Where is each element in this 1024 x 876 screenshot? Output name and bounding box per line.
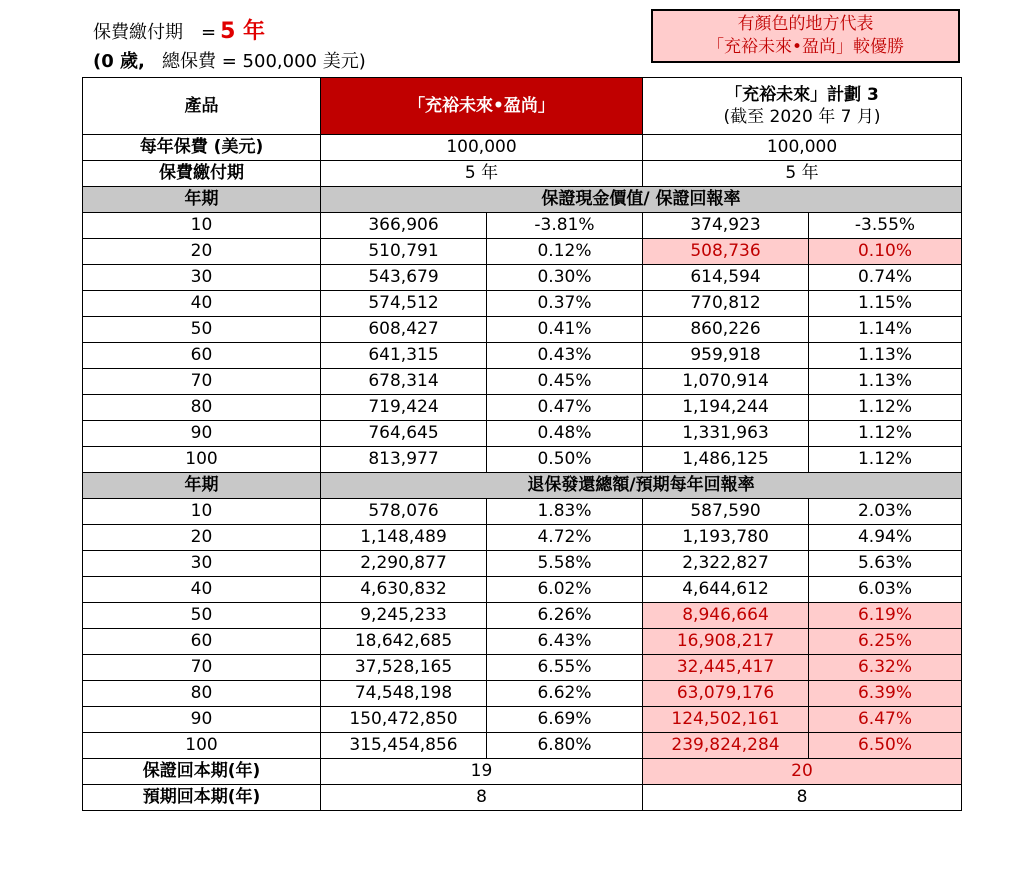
product-b-rate: 6.19% xyxy=(809,603,962,629)
product-b-rate: 1.12% xyxy=(809,421,962,447)
product-a-rate: 6.02% xyxy=(487,577,643,603)
product-a-value: 150,472,850 xyxy=(321,707,487,733)
product-a-rate: 6.26% xyxy=(487,603,643,629)
payment-term-heading xyxy=(93,20,265,45)
product-b-value: 1,486,125 xyxy=(643,447,809,473)
expected-breakeven-row xyxy=(83,785,962,811)
surrender-row xyxy=(83,655,962,681)
product-a-rate: 0.50% xyxy=(487,447,643,473)
guaranteed-breakeven-row xyxy=(83,759,962,785)
product-a-value: 510,791 xyxy=(321,239,487,265)
product-b-rate: -3.55% xyxy=(809,213,962,239)
year-cell: 70 xyxy=(83,369,321,395)
surrender-row xyxy=(83,629,962,655)
guaranteed-row xyxy=(83,369,962,395)
product-b-rate: 5.63% xyxy=(809,551,962,577)
payment-term-b: 5 年 xyxy=(643,161,962,187)
product-a-rate: 4.72% xyxy=(487,525,643,551)
product-b-rate: 1.13% xyxy=(809,369,962,395)
legend-line-2: 「充裕未來•盈尚」較優勝 xyxy=(706,37,905,57)
product-a-value: 9,245,233 xyxy=(321,603,487,629)
year-cell: 50 xyxy=(83,603,321,629)
product-a-value: 764,645 xyxy=(321,421,487,447)
guaranteed-row xyxy=(83,447,962,473)
product-b-rate: 1.14% xyxy=(809,317,962,343)
year-cell: 100 xyxy=(83,733,321,759)
product-b-value: 4,644,612 xyxy=(643,577,809,603)
guaranteed-row xyxy=(83,421,962,447)
guaranteed-breakeven-label: 保證回本期(年) xyxy=(83,759,321,785)
product-a-value: 37,528,165 xyxy=(321,655,487,681)
product-a-value: 678,314 xyxy=(321,369,487,395)
product-a-value: 543,679 xyxy=(321,265,487,291)
surrender-section-header xyxy=(83,473,962,499)
year-cell: 60 xyxy=(83,629,321,655)
age-premium-line xyxy=(93,50,366,74)
surrender-row xyxy=(83,577,962,603)
product-b-header xyxy=(643,78,962,135)
surrender-row xyxy=(83,603,962,629)
guaranteed-section-title: 保證現金價值/ 保證回報率 xyxy=(321,187,962,213)
product-b-value: 587,590 xyxy=(643,499,809,525)
product-b-rate: 6.25% xyxy=(809,629,962,655)
product-b-rate: 1.15% xyxy=(809,291,962,317)
product-a-rate: 0.30% xyxy=(487,265,643,291)
product-a-value: 574,512 xyxy=(321,291,487,317)
product-a-value: 813,977 xyxy=(321,447,487,473)
product-b-rate: 6.47% xyxy=(809,707,962,733)
product-a-rate: 6.55% xyxy=(487,655,643,681)
product-a-rate: 5.58% xyxy=(487,551,643,577)
product-a-rate: 0.12% xyxy=(487,239,643,265)
product-a-rate: 0.47% xyxy=(487,395,643,421)
product-a-rate: 6.43% xyxy=(487,629,643,655)
highlight-legend xyxy=(651,9,960,63)
surrender-row xyxy=(83,525,962,551)
product-b-rate: 0.10% xyxy=(809,239,962,265)
product-b-value: 16,908,217 xyxy=(643,629,809,655)
payment-term-label: 保費繳付期 = xyxy=(93,22,217,43)
product-b-rate: 6.50% xyxy=(809,733,962,759)
product-label: 產品 xyxy=(83,78,321,135)
guaranteed-breakeven-b: 20 xyxy=(643,759,962,785)
product-a-rate: 1.83% xyxy=(487,499,643,525)
product-a-rate: 0.41% xyxy=(487,317,643,343)
product-b-value: 1,193,780 xyxy=(643,525,809,551)
product-b-rate: 1.13% xyxy=(809,343,962,369)
product-b-asof: (截至 2020 年 7 月) xyxy=(723,107,881,127)
product-b-rate: 4.94% xyxy=(809,525,962,551)
product-a-rate: 0.48% xyxy=(487,421,643,447)
product-a-rate: 6.62% xyxy=(487,681,643,707)
product-b-value: 508,736 xyxy=(643,239,809,265)
guaranteed-row xyxy=(83,239,962,265)
year-cell: 70 xyxy=(83,655,321,681)
year-cell: 100 xyxy=(83,447,321,473)
product-b-rate: 6.32% xyxy=(809,655,962,681)
year-cell: 80 xyxy=(83,395,321,421)
product-a-value: 366,906 xyxy=(321,213,487,239)
guaranteed-row xyxy=(83,213,962,239)
expected-breakeven-label: 預期回本期(年) xyxy=(83,785,321,811)
surrender-row xyxy=(83,499,962,525)
guaranteed-row xyxy=(83,343,962,369)
guaranteed-section-header xyxy=(83,187,962,213)
legend-line-1: 有顏色的地方代表 xyxy=(737,14,874,34)
payment-term-row xyxy=(83,161,962,187)
product-a-value: 719,424 xyxy=(321,395,487,421)
product-a-rate: 0.43% xyxy=(487,343,643,369)
annual-premium-a: 100,000 xyxy=(321,135,643,161)
product-b-rate: 2.03% xyxy=(809,499,962,525)
product-b-value: 374,923 xyxy=(643,213,809,239)
product-a-value: 18,642,685 xyxy=(321,629,487,655)
product-a-rate: 0.37% xyxy=(487,291,643,317)
guaranteed-breakeven-a: 19 xyxy=(321,759,643,785)
surrender-section-title: 退保發還總額/預期每年回報率 xyxy=(321,473,962,499)
product-b-rate: 6.39% xyxy=(809,681,962,707)
payment-term-a: 5 年 xyxy=(321,161,643,187)
age-label: (0 歲, xyxy=(93,51,145,72)
annual-premium-b: 100,000 xyxy=(643,135,962,161)
product-b-rate: 1.12% xyxy=(809,447,962,473)
year-cell: 50 xyxy=(83,317,321,343)
product-b-value: 1,331,963 xyxy=(643,421,809,447)
product-header-row xyxy=(83,78,962,135)
year-cell: 30 xyxy=(83,265,321,291)
product-a-value: 2,290,877 xyxy=(321,551,487,577)
product-b-value: 124,502,161 xyxy=(643,707,809,733)
product-a-rate: 0.45% xyxy=(487,369,643,395)
surrender-row xyxy=(83,681,962,707)
product-a-value: 641,315 xyxy=(321,343,487,369)
guaranteed-row xyxy=(83,265,962,291)
expected-breakeven-a: 8 xyxy=(321,785,643,811)
year-cell: 20 xyxy=(83,239,321,265)
product-a-value: 315,454,856 xyxy=(321,733,487,759)
product-b-rate: 6.03% xyxy=(809,577,962,603)
section-year-label: 年期 xyxy=(83,473,321,499)
surrender-row xyxy=(83,707,962,733)
section-year-label: 年期 xyxy=(83,187,321,213)
product-a-value: 74,548,198 xyxy=(321,681,487,707)
product-b-value: 770,812 xyxy=(643,291,809,317)
year-cell: 10 xyxy=(83,213,321,239)
product-a-rate: -3.81% xyxy=(487,213,643,239)
expected-breakeven-b: 8 xyxy=(643,785,962,811)
year-cell: 80 xyxy=(83,681,321,707)
year-cell: 40 xyxy=(83,577,321,603)
product-a-value: 578,076 xyxy=(321,499,487,525)
year-cell: 40 xyxy=(83,291,321,317)
surrender-row xyxy=(83,733,962,759)
product-b-value: 959,918 xyxy=(643,343,809,369)
product-b-value: 860,226 xyxy=(643,317,809,343)
year-cell: 30 xyxy=(83,551,321,577)
year-cell: 90 xyxy=(83,421,321,447)
comparison-table xyxy=(82,77,962,811)
guaranteed-row xyxy=(83,317,962,343)
surrender-row xyxy=(83,551,962,577)
year-cell: 60 xyxy=(83,343,321,369)
product-a-rate: 6.69% xyxy=(487,707,643,733)
year-cell: 10 xyxy=(83,499,321,525)
product-a-value: 608,427 xyxy=(321,317,487,343)
product-a-value: 1,148,489 xyxy=(321,525,487,551)
product-b-value: 1,194,244 xyxy=(643,395,809,421)
product-b-value: 63,079,176 xyxy=(643,681,809,707)
annual-premium-label: 每年保費 (美元) xyxy=(83,135,321,161)
product-b-name: 「充裕未來」計劃 3 xyxy=(725,85,879,105)
product-a-value: 4,630,832 xyxy=(321,577,487,603)
product-b-value: 614,594 xyxy=(643,265,809,291)
product-a-rate: 6.80% xyxy=(487,733,643,759)
product-b-value: 2,322,827 xyxy=(643,551,809,577)
guaranteed-row xyxy=(83,395,962,421)
payment-term-value: 5 年 xyxy=(220,19,266,44)
product-b-value: 1,070,914 xyxy=(643,369,809,395)
total-premium-text: 總保費 = 500,000 美元) xyxy=(162,51,366,72)
annual-premium-row xyxy=(83,135,962,161)
product-b-rate: 0.74% xyxy=(809,265,962,291)
year-cell: 90 xyxy=(83,707,321,733)
product-b-value: 32,445,417 xyxy=(643,655,809,681)
payment-term-row-label: 保費繳付期 xyxy=(83,161,321,187)
year-cell: 20 xyxy=(83,525,321,551)
guaranteed-row xyxy=(83,291,962,317)
product-b-value: 239,824,284 xyxy=(643,733,809,759)
product-b-rate: 1.12% xyxy=(809,395,962,421)
product-a-name: 「充裕未來•盈尚」 xyxy=(321,78,643,135)
product-b-value: 8,946,664 xyxy=(643,603,809,629)
